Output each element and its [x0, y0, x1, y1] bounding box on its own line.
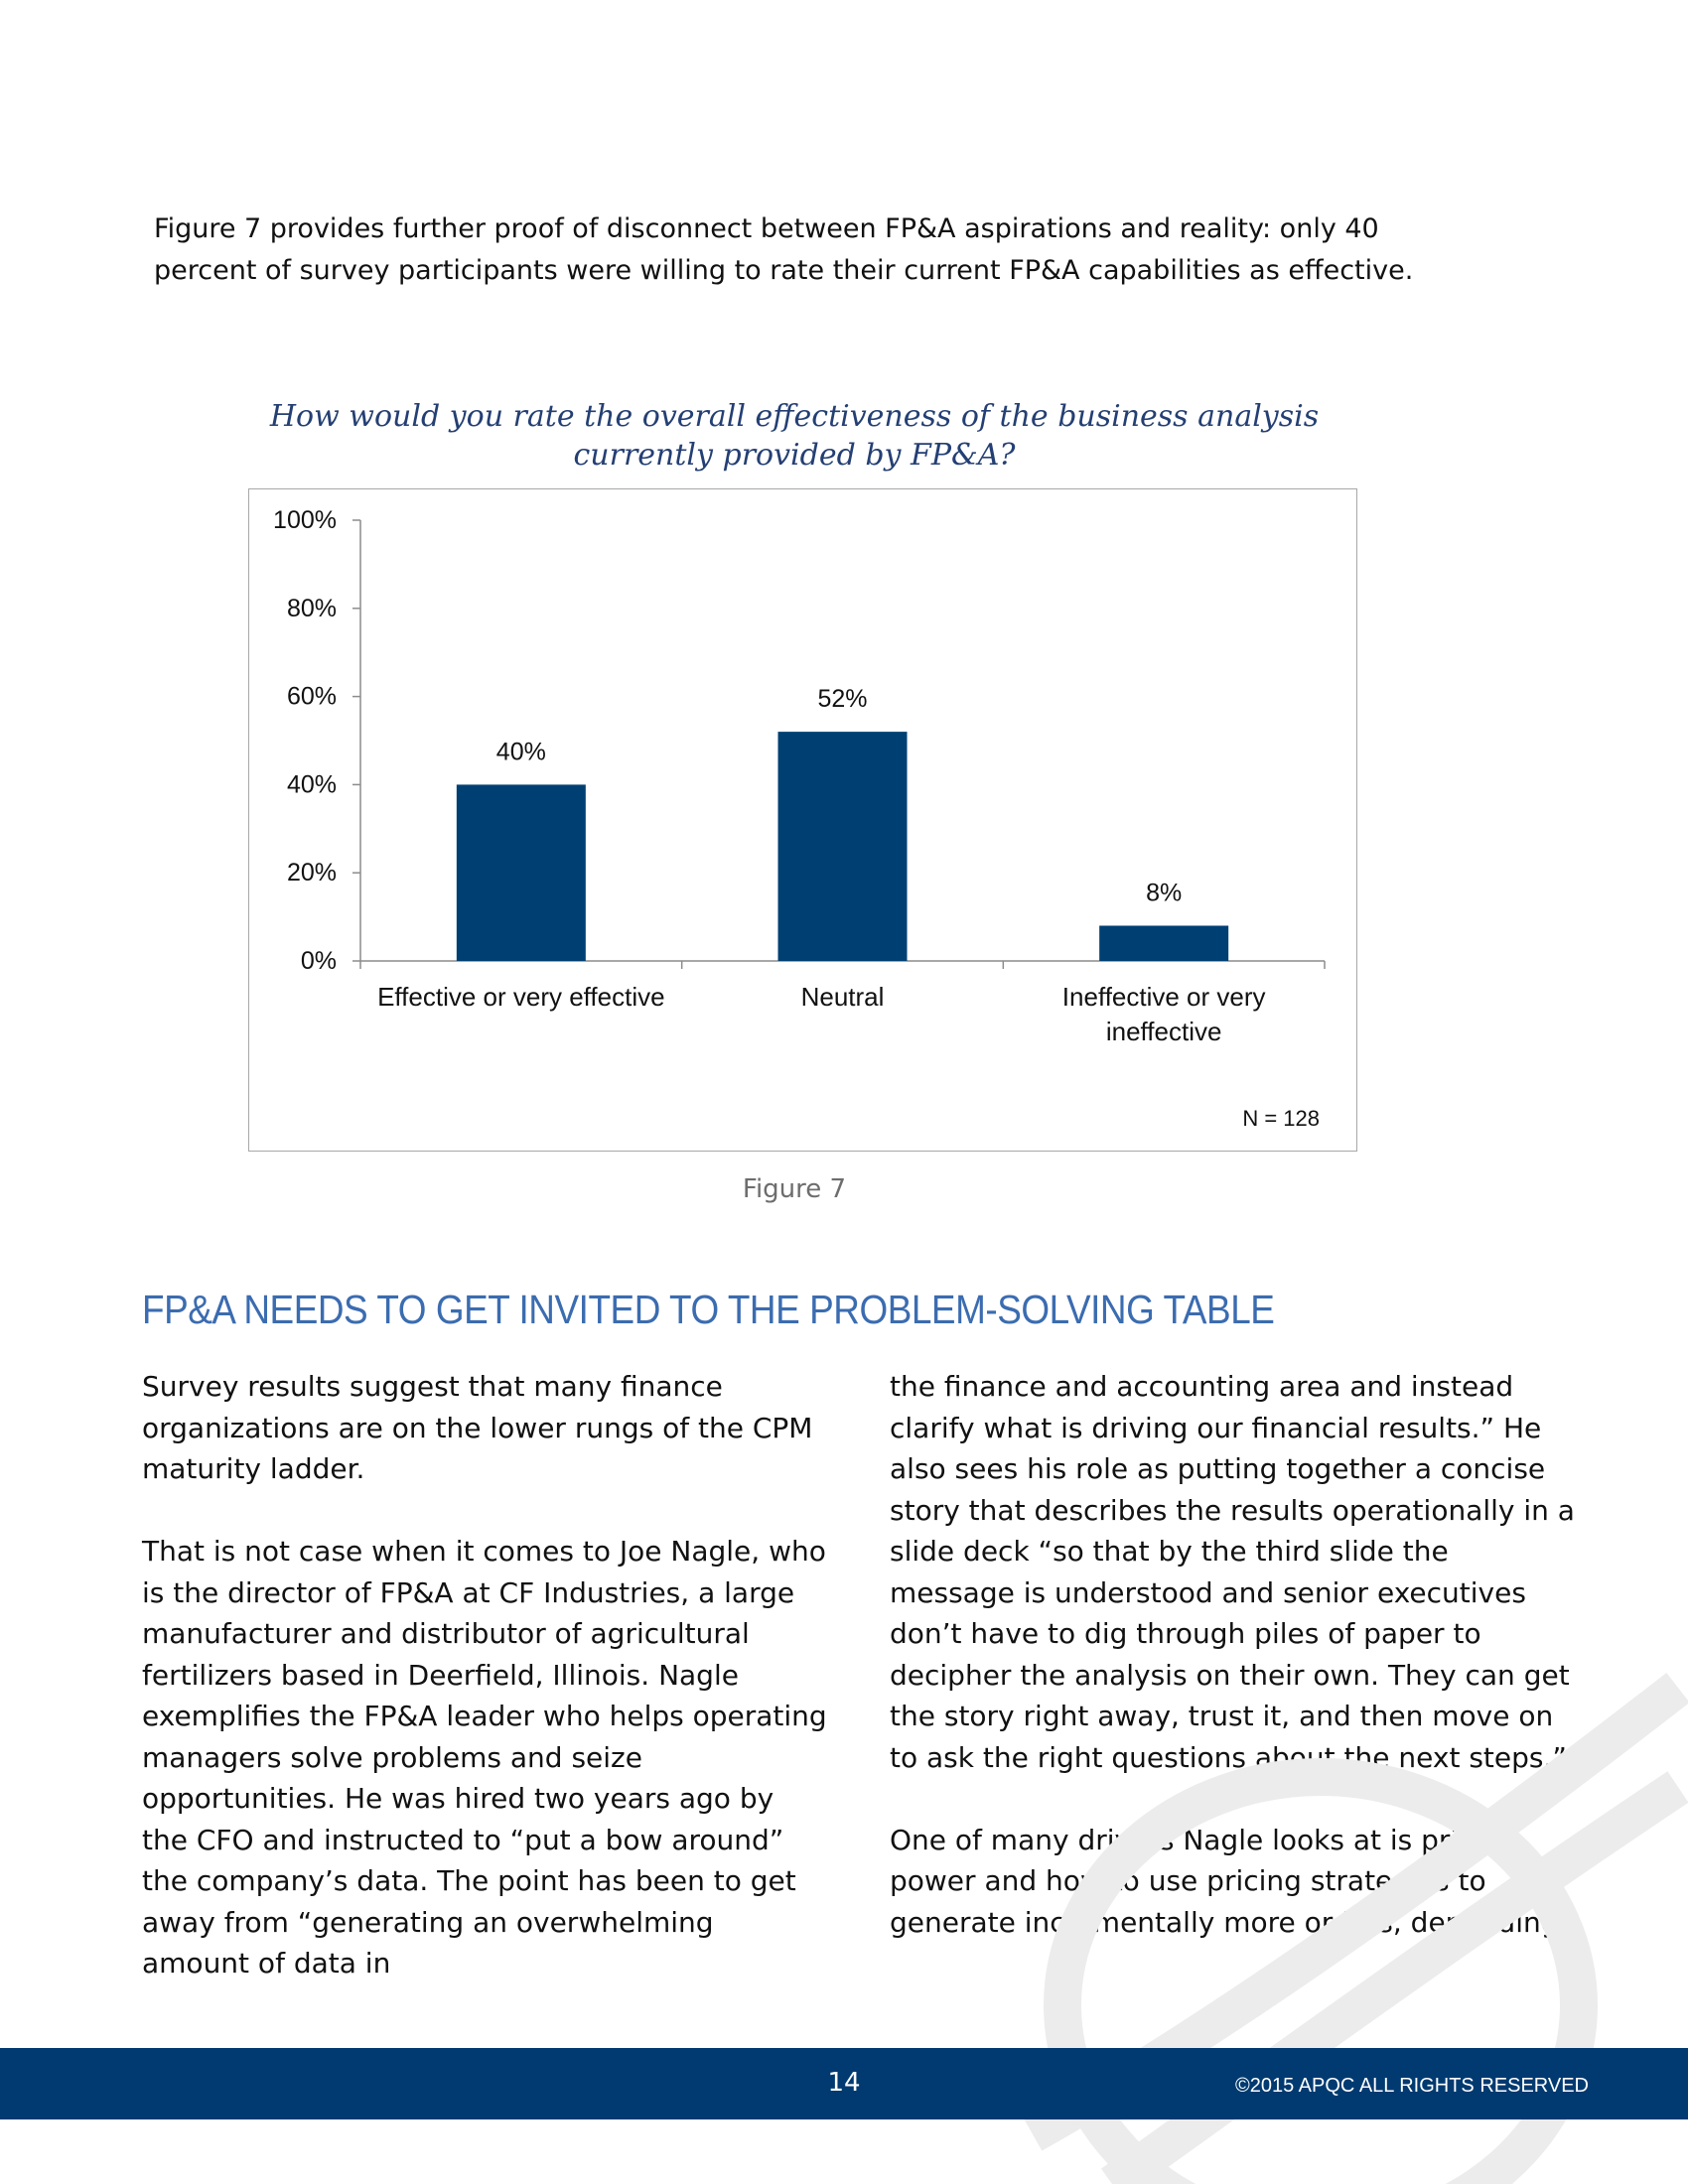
bar-chart-svg	[249, 489, 1358, 1153]
sample-size-note: N = 128	[1242, 1106, 1320, 1131]
y-tick-label: 60%	[286, 682, 337, 711]
y-tick-label: 20%	[286, 859, 337, 887]
bar	[778, 732, 908, 961]
x-category-label: Ineffective or very	[1061, 982, 1266, 1012]
left-paragraph-2: That is not case when it comes to Joe Nagle, who is the director of FP&A at CF Industries, a large manufacturer and distributor of agricultural fertilizers based in Deerfield, Illinois. Nagle exemplifies the FP&A leader who helps operating managers solve problems and seize opportunities. He was hired two years ago by the CFO and instructed to “put a bow around” the company’s data. The point has been to get away from “generating an overwhelming amount of data in	[142, 1535, 827, 1979]
data-label: 8%	[1146, 879, 1183, 907]
y-tick-label: 80%	[286, 594, 337, 622]
right-paragraph-1: the finance and accounting area and instead clarify what is driving our financial results.” He also sees his role as putting together a concise story that describes the results operationally in a slide deck “so that by the third slide the message is understood and senior executives don’t have to dig through piles of paper to decipher the analysis on their own. They can get the story right away, trust it, and then move on to ask the right questions about the next steps.”	[890, 1370, 1575, 1774]
right-paragraph-2: One of many drivers Nagle looks at is pricing power and how to use pricing strategies to generate incrementally more orders, depending	[890, 1823, 1559, 1939]
x-category-label: Effective or very effective	[377, 982, 665, 1012]
bar-chart	[248, 488, 1357, 1152]
data-label: 40%	[495, 738, 546, 766]
y-tick-label: 0%	[300, 947, 337, 975]
y-tick-label: 100%	[273, 506, 337, 534]
y-tick-label: 40%	[286, 770, 337, 799]
copyright-notice: ©2015 APQC ALL RIGHTS RESERVED	[1235, 2075, 1589, 2097]
section-heading: FP&A NEEDS TO GET INVITED TO THE PROBLEM-SOLVING TABLE	[142, 1287, 1275, 1332]
bar	[1099, 925, 1228, 961]
x-category-label: Neutral	[800, 982, 885, 1012]
left-paragraph-1: Survey results suggest that many finance organizations are on the lower rungs of the CPM maturity ladder.	[142, 1370, 813, 1485]
intro-paragraph: Figure 7 provides further proof of disconnect between FP&A aspirations and reality: only 40 percent of survey participants were willing to rate their current FP&A capabilities as effective.	[154, 213, 1414, 286]
bar	[457, 784, 586, 961]
chart-title: How would you rate the overall effectiveness of the business analysis currently provided by FP&A?	[269, 399, 1320, 473]
left-column	[142, 1366, 827, 2025]
x-category-label: ineffective	[1105, 1017, 1222, 1046]
page-number: 14	[827, 2068, 861, 2098]
data-label: 52%	[817, 685, 868, 714]
figure-caption: Figure 7	[742, 1174, 847, 1204]
